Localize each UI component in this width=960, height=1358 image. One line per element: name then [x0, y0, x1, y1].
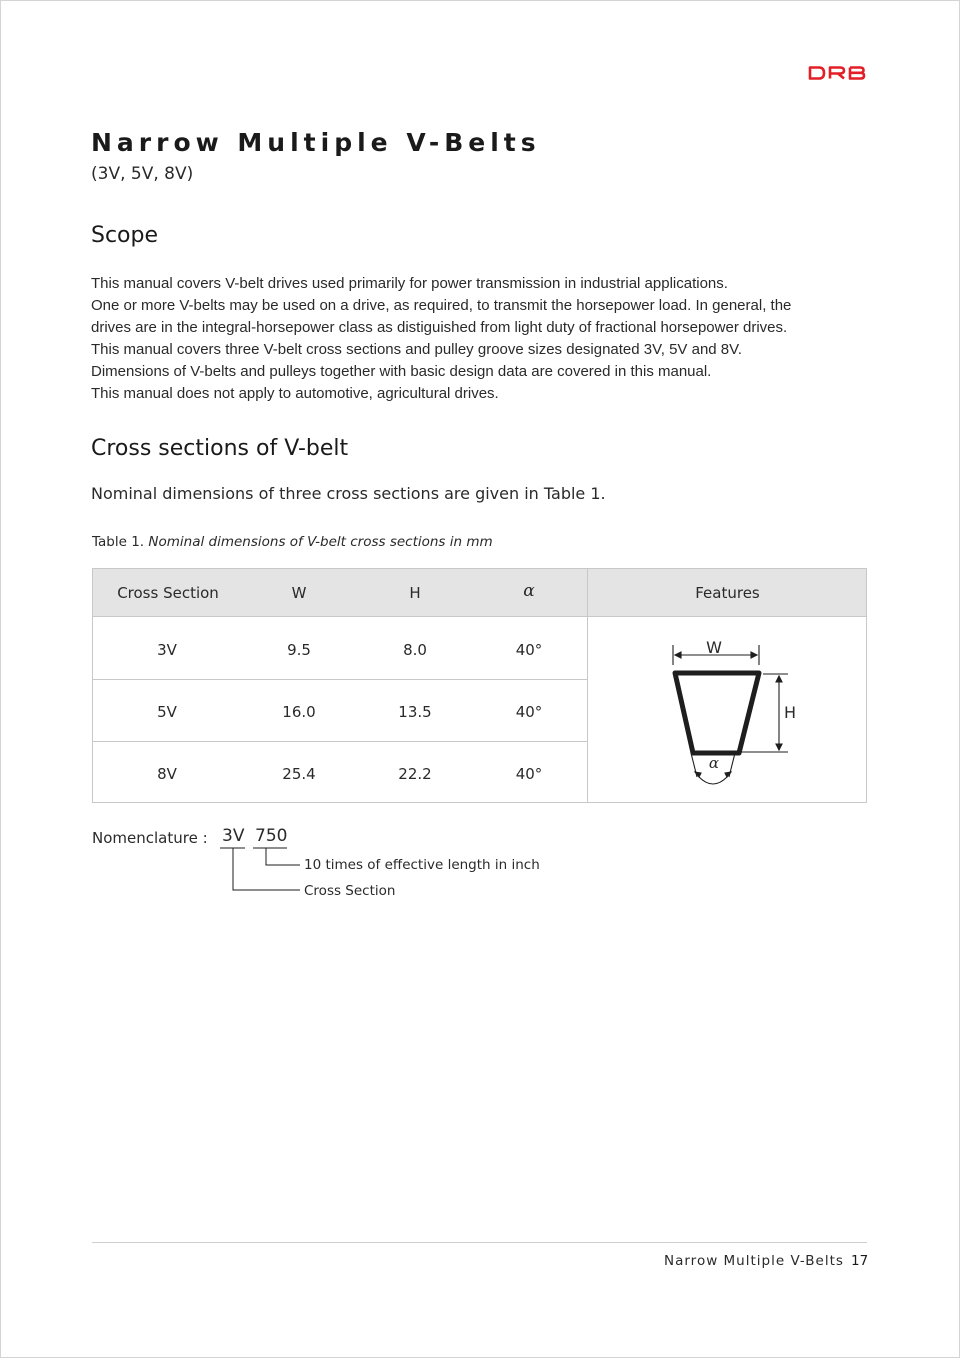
scope-line: This manual covers three V-belt cross sections and pulley groove sizes designated 3V, 5V and 8V.	[91, 341, 742, 358]
nomenclature-length-note: 10 times of effective length in inch	[304, 857, 540, 873]
footer-divider	[92, 1242, 867, 1243]
table-caption-text: Nominal dimensions of V-belt cross sections in mm	[148, 534, 493, 550]
header-w: W	[291, 584, 307, 602]
scope-line: This manual does not apply to automotive, agricultural drives.	[91, 385, 499, 402]
cell-alpha: 40°	[515, 765, 543, 783]
table-caption-label: Table 1.	[92, 534, 145, 550]
cross-sections-heading: Cross sections of V-belt	[91, 436, 349, 461]
nomenclature-section-code: 3V	[222, 826, 245, 846]
cell-section: 8V	[157, 765, 177, 783]
nomenclature-length-code: 750	[255, 826, 288, 846]
diagram-h-label: H	[783, 703, 797, 722]
cell-h: 13.5	[398, 703, 432, 721]
cell-section: 5V	[157, 703, 177, 721]
header-cross-section: Cross Section	[117, 584, 219, 602]
row-divider	[93, 741, 587, 742]
cell-w: 9.5	[287, 641, 311, 659]
belt-cross-section-diagram	[653, 637, 853, 787]
table-caption	[92, 534, 493, 550]
column-divider	[587, 569, 588, 802]
scope-body	[91, 273, 891, 405]
scope-heading: Scope	[91, 223, 159, 248]
cell-section: 3V	[157, 641, 177, 659]
cell-h: 22.2	[398, 765, 432, 783]
scope-line: This manual covers V-belt drives used primarily for power transmission in industrial applications.	[91, 275, 728, 292]
cell-w: 25.4	[282, 765, 316, 783]
cell-w: 16.0	[282, 703, 316, 721]
page-subtitle: (3V, 5V, 8V)	[91, 164, 194, 184]
footer-title: Narrow Multiple V-Belts	[664, 1253, 844, 1269]
cell-alpha: 40°	[515, 703, 543, 721]
row-divider	[93, 679, 587, 680]
header-features: Features	[695, 584, 760, 602]
diagram-w-label: W	[706, 638, 722, 657]
page-number: 17	[851, 1253, 869, 1269]
cell-h: 8.0	[403, 641, 427, 659]
header-h: H	[409, 584, 421, 602]
cell-alpha: 40°	[515, 641, 543, 659]
drb-logo	[808, 66, 866, 80]
diagram-alpha-label: α	[708, 754, 720, 772]
scope-line: One or more V-belts may be used on a drive, as required, to transmit the horsepower load. In general, the	[91, 297, 792, 314]
header-alpha: α	[523, 581, 535, 601]
nomenclature-section-note: Cross Section	[304, 883, 396, 899]
scope-line: drives are in the integral-horsepower class as distiguished from light duty of fractional horsepower drives.	[91, 319, 788, 336]
page-title: Narrow Multiple V-Belts	[91, 128, 541, 157]
dimensions-table	[92, 568, 867, 803]
nomenclature-label: Nomenclature :	[92, 829, 208, 847]
scope-line: Dimensions of V-belts and pulleys together with basic design data are covered in this manual.	[91, 363, 712, 380]
cross-sections-intro: Nominal dimensions of three cross sections are given in Table 1.	[91, 484, 606, 503]
